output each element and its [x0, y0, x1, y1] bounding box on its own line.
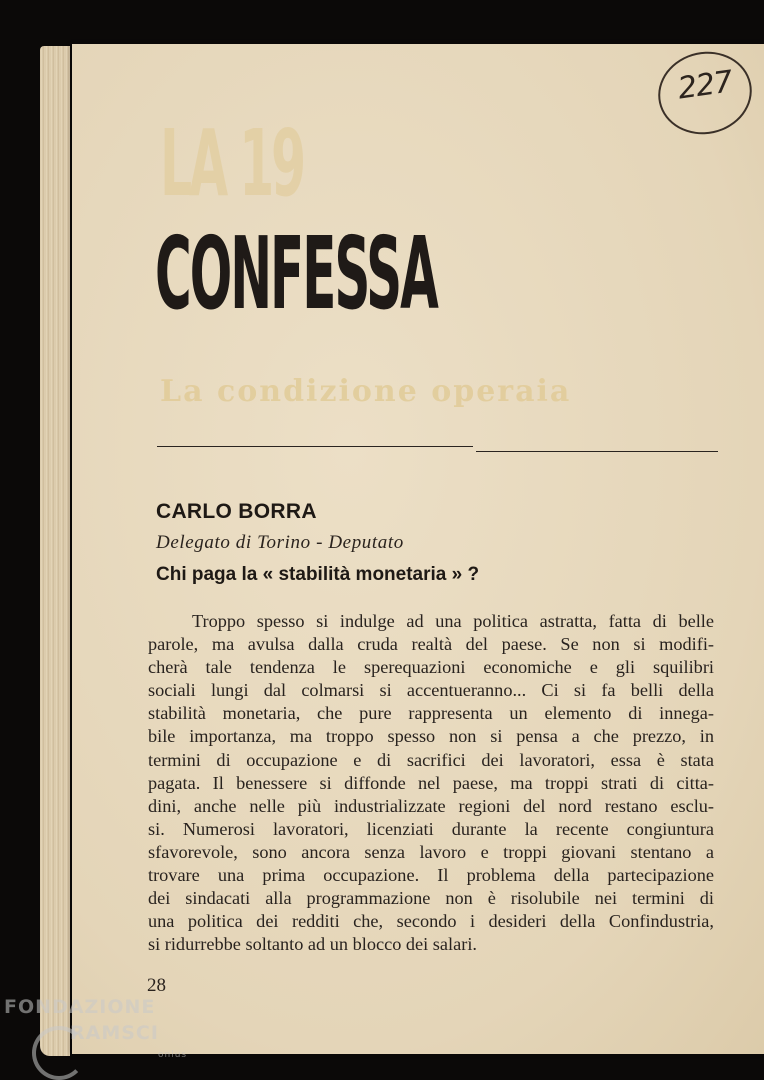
watermark-line-2: RAMSCI [70, 1022, 159, 1044]
body-line: stabilità monetaria, che pure rappresenta un elemento di innega- [148, 703, 714, 724]
body-line: si. Numerosi lavoratori, licenziati durante la recente congiuntura [148, 818, 714, 839]
body-line: dini, anche nelle più industrializzate regioni del nord restano esclu- [148, 795, 714, 816]
watermark-line-1: FONDAZIONE [4, 996, 156, 1018]
body-line: si ridurrebbe soltanto ad un blocco dei salari. [148, 934, 477, 955]
page-number: 28 [147, 975, 166, 996]
body-line: pagata. Il benessere si diffonde nel paese, ma troppi strati di citta- [148, 772, 714, 793]
watermark-line-3: onlus [158, 1050, 188, 1060]
folio-number: 227 [675, 64, 735, 107]
body-line: cherà tale tendenza le sperequazioni economiche e gli squilibri [148, 657, 714, 678]
body-line: Troppo spesso si indulge ad una politica astratta, fatta di belle [192, 611, 714, 631]
masthead-title: CONFESSA [155, 215, 437, 332]
body-line: trovare una prima occupazione. Il problema della partecipazione [148, 865, 714, 886]
author-role: Delegato di Torino - Deputato [156, 532, 404, 553]
body-line: sfavorevole, sono ancora senza lavoro e troppi giovani stentano a [148, 841, 714, 862]
body-line: una politica dei redditi che, secondo i desideri della Confindustria, [148, 911, 714, 932]
body-line: sociali lungi dal colmarsi si accentueranno... Ci si fa belli della [148, 680, 714, 701]
article-headline: Chi paga la « stabilità monetaria » ? [156, 564, 480, 585]
show-through-subtitle: La condizione operaia [160, 374, 572, 409]
body-line: termini di occupazione e di sacrifici dei lavoratori, essa è stata [148, 749, 714, 770]
show-through-heading: LA 19 [160, 110, 303, 217]
body-line: bile importanza, ma troppo spesso non si pensa a che prezzo, in [148, 726, 714, 747]
body-line: dei sindacati alla programmazione non è risolubile nei termini di [148, 888, 714, 909]
body-line: parole, ma avulsa dalla cruda realtà del paese. Se non si modifi- [148, 634, 714, 655]
page-stack-edges [40, 46, 70, 1056]
article-body [148, 610, 714, 956]
divider-rule-left [157, 446, 473, 447]
author-name: CARLO BORRA [156, 500, 317, 523]
divider-rule-right [476, 451, 718, 452]
